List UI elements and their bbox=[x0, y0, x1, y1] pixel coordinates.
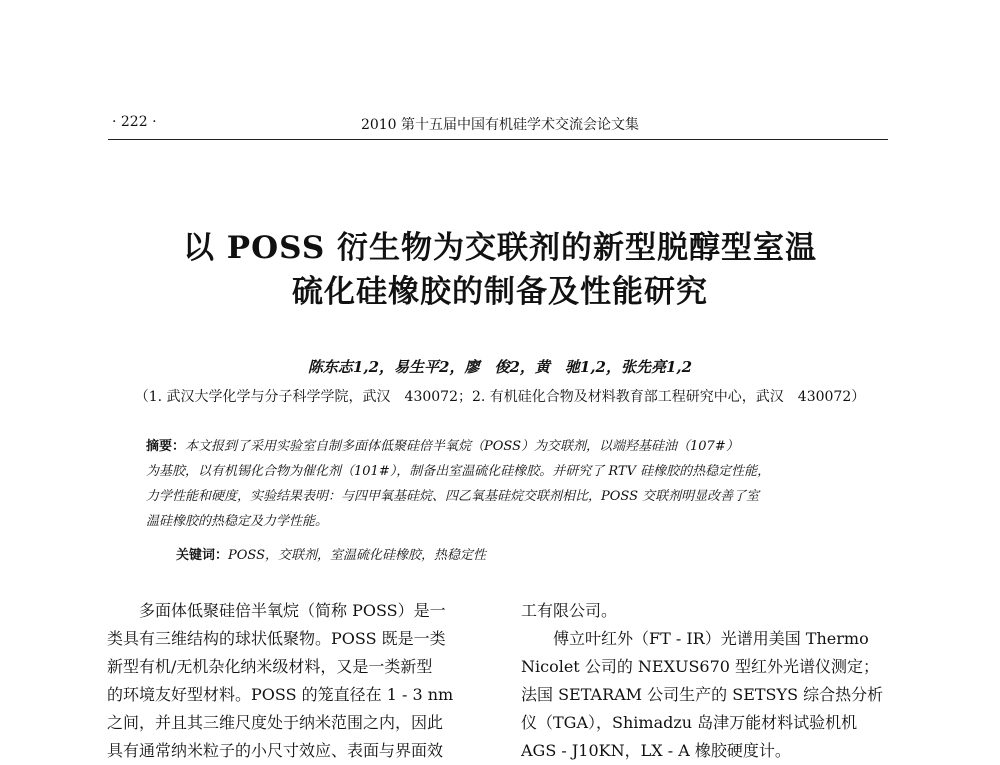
body-line: 多面体低聚硅倍半氧烷（简称 POSS）是一 bbox=[139, 601, 446, 620]
body-line: 之间，并且其三维尺度处于纳米范围之内，因此 bbox=[107, 713, 444, 732]
body-line: AGS - J10KN，LX - A 橡胶硬度计。 bbox=[521, 741, 791, 760]
paper-title-line-1: 以 POSS 衍生物为交联剂的新型脱醇型室温 bbox=[183, 230, 817, 266]
affiliation: （1. 武汉大学化学与分子科学学院，武汉 430072；2. 有机硅化合物及材料教育部工程研究中心，武汉 430072） bbox=[134, 389, 866, 405]
body-line: 具有通常纳米粒子的小尺寸效应、表面与界面效 bbox=[107, 741, 444, 760]
running-header-title: 2010 第十五届中国有机硅学术交流会论文集 bbox=[360, 117, 640, 133]
body-line: 工有限公司。 bbox=[521, 601, 618, 620]
body-line: Nicolet 公司的 NEXUS670 型红外光谱仪测定； bbox=[521, 657, 880, 676]
body-column-left bbox=[107, 597, 487, 765]
abstract bbox=[146, 434, 858, 534]
body-line: 傅立叶红外（FT - IR）光谱用美国 Thermo bbox=[553, 629, 869, 648]
header-rule bbox=[108, 139, 888, 140]
paper-title-line-2: 硫化硅橡胶的制备及性能研究 bbox=[292, 274, 708, 310]
abstract-text: 本文报到了采用实验室自制多面体低聚硅倍半氧烷（POSS）为交联剂，以端羟基硅油（107#） bbox=[185, 439, 739, 454]
abstract-line: 为基胶，以有机锡化合物为催化剂（101#），制备出室温硫化硅橡胶。并研究了 RTV 硅橡胶的热稳定性能， bbox=[146, 464, 771, 479]
keywords-text: POSS，交联剂，室温硫化硅橡胶，热稳定性 bbox=[228, 548, 487, 563]
keywords-label: 关键词： bbox=[176, 548, 229, 563]
abstract-label: 摘要： bbox=[146, 439, 186, 454]
body-line: 类具有三维结构的球状低聚物。POSS 既是一类 bbox=[107, 629, 446, 648]
body-line: 的环境友好型材料。POSS 的笼直径在 1 - 3 nm bbox=[107, 685, 454, 704]
body-line: 法国 SETARAM 公司生产的 SETSYS 综合热分析 bbox=[521, 685, 884, 704]
body-column-right bbox=[521, 597, 893, 765]
abstract-line bbox=[146, 434, 858, 459]
keywords bbox=[176, 544, 486, 563]
body-line: 新型有机/无机杂化纳米级材料，又是一类新型 bbox=[107, 657, 433, 676]
abstract-line: 力学性能和硬度，实验结果表明：与四甲氧基硅烷、四乙氧基硅烷交联剂相比，POSS 交联剂明显改善了室 bbox=[146, 489, 760, 504]
page-number: · 222 · bbox=[112, 114, 157, 130]
author-list: 陈东志1,2，易生平2，廖 俊2，黄 驰1,2，张先亮1,2 bbox=[307, 358, 693, 376]
body-line: 仪（TGA），Shimadzu 岛津万能材料试验机机 bbox=[521, 713, 858, 732]
abstract-line: 温硅橡胶的热稳定及力学性能。 bbox=[146, 514, 329, 529]
